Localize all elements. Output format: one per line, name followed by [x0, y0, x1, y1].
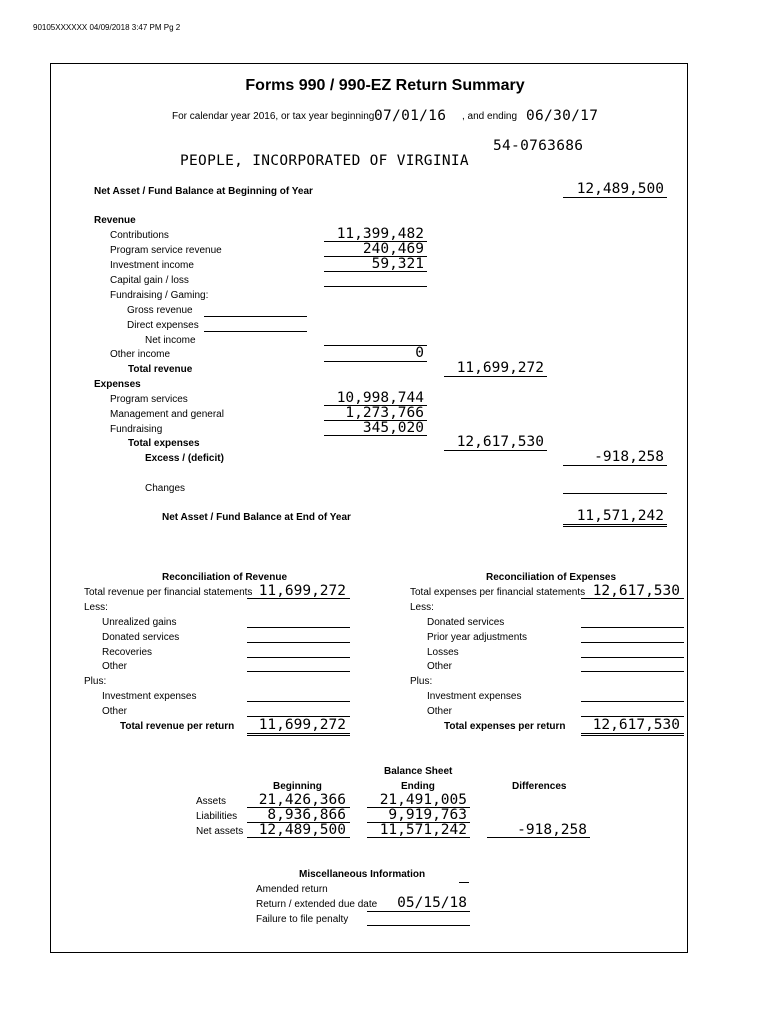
fundraising-gaming-label: Fundraising / Gaming:	[110, 290, 209, 301]
underline	[324, 435, 427, 436]
underline	[204, 316, 307, 317]
fundraising-value: 345,020	[362, 420, 424, 436]
total-expenses-value: 12,617,530	[456, 434, 544, 450]
recon-revenue-less-item: Other	[102, 661, 128, 672]
fundraising-label: Fundraising	[110, 424, 163, 435]
capital-gain-label: Capital gain / loss	[110, 275, 189, 286]
recon-revenue-plus-item: Other	[102, 706, 128, 717]
excess-value: -918,258	[594, 449, 664, 465]
total-expenses-label: Total expenses	[128, 438, 200, 449]
ein: 54-0763686	[493, 138, 584, 154]
revenue-heading: Revenue	[94, 215, 136, 226]
bs-beginning-value: 8,936,866	[267, 807, 346, 823]
underline	[247, 642, 350, 643]
total-revenue-value: 11,699,272	[456, 360, 544, 376]
period-begin: 07/01/16	[374, 108, 447, 124]
other-income-value: 0	[415, 345, 424, 361]
underline	[581, 701, 684, 702]
recon-expenses-plus-item: Investment expenses	[427, 691, 522, 702]
bs-ending-value: 21,491,005	[379, 792, 467, 808]
double-underline	[247, 735, 350, 736]
underline	[444, 376, 547, 377]
recon-expenses-less-item: Other	[427, 661, 453, 672]
management-value: 1,273,766	[345, 405, 424, 421]
recon-revenue-heading: Reconciliation of Revenue	[162, 572, 288, 583]
underline	[581, 598, 684, 599]
due-date-value: 05/15/18	[397, 895, 467, 911]
col-ending: Ending	[401, 781, 435, 792]
beginning-balance-label: Net Asset / Fund Balance at Beginning of Year	[94, 186, 313, 197]
bs-ending-value: 11,571,242	[379, 822, 467, 838]
recon-expenses-less: Less:	[410, 602, 434, 613]
recon-revenue-less-item: Donated services	[102, 632, 180, 643]
print-stamp: 90105XXXXXX 04/09/2018 3:47 PM Pg 2	[33, 23, 181, 32]
management-label: Management and general	[110, 409, 224, 420]
underline	[247, 671, 350, 672]
bs-beginning-value: 12,489,500	[258, 822, 346, 838]
direct-expenses-label: Direct expenses	[127, 320, 199, 331]
recon-expenses-less-item: Losses	[427, 647, 459, 658]
excess-label: Excess / (deficit)	[145, 453, 224, 464]
recon-expenses-less-item: Prior year adjustments	[427, 632, 528, 643]
bs-difference-value: -918,258	[517, 822, 587, 838]
bs-row-label: Assets	[196, 796, 227, 807]
underline	[324, 361, 427, 362]
net-income-label: Net income	[145, 335, 196, 346]
misc-heading: Miscellaneous Information	[299, 869, 426, 880]
other-income-label: Other income	[110, 349, 171, 360]
end-balance-label: Net Asset / Fund Balance at End of Year	[162, 512, 351, 523]
underline	[581, 642, 684, 643]
underline	[563, 493, 667, 494]
bs-beginning-value: 21,426,366	[258, 792, 346, 808]
recon-expenses-fs-label: Total expenses per financial statements	[410, 587, 586, 598]
recon-revenue-less: Less:	[84, 602, 108, 613]
underline	[247, 657, 350, 658]
recon-expenses-less-item: Donated services	[427, 617, 505, 628]
underline	[247, 733, 350, 734]
due-date-label: Return / extended due date	[256, 899, 378, 910]
period-prefix: For calendar year 2016, or tax year beginning	[172, 111, 375, 122]
bs-row-label: Net assets	[196, 826, 244, 837]
contributions-value: 11,399,482	[336, 226, 424, 242]
recon-revenue-plus: Plus:	[84, 676, 107, 687]
underline	[247, 837, 350, 838]
recon-expenses-total-value: 12,617,530	[592, 717, 680, 733]
penalty-label: Failure to file penalty	[256, 914, 349, 925]
program-service-label: Program service revenue	[110, 245, 222, 256]
underline	[324, 286, 427, 287]
recon-expenses-total-label: Total expenses per return	[444, 721, 566, 732]
underline	[459, 882, 469, 883]
underline	[581, 671, 684, 672]
col-differences: Differences	[512, 781, 567, 792]
total-revenue-label: Total revenue	[128, 364, 193, 375]
investment-income-label: Investment income	[110, 260, 194, 271]
recon-revenue-less-item: Recoveries	[102, 647, 153, 658]
underline	[204, 331, 307, 332]
recon-revenue-plus-item: Investment expenses	[102, 691, 197, 702]
gross-revenue-label: Gross revenue	[127, 305, 193, 316]
page-title: Forms 990 / 990-EZ Return Summary	[245, 77, 525, 94]
recon-revenue-fs-label: Total revenue per financial statements	[84, 587, 253, 598]
underline	[444, 450, 547, 451]
underline	[563, 465, 667, 466]
underline	[247, 598, 350, 599]
underline	[367, 911, 470, 912]
period-end: 06/30/17	[526, 108, 599, 124]
underline	[563, 524, 667, 525]
double-underline	[563, 526, 667, 527]
recon-revenue-less-item: Unrealized gains	[102, 617, 177, 628]
underline	[367, 837, 470, 838]
program-services-value: 10,998,744	[336, 390, 424, 406]
beginning-balance-value: 12,489,500	[576, 181, 664, 197]
recon-expenses-plus: Plus:	[410, 676, 433, 687]
investment-income-value: 59,321	[371, 256, 424, 272]
double-underline	[581, 735, 684, 736]
recon-expenses-fs-value: 12,617,530	[592, 583, 680, 599]
underline	[581, 657, 684, 658]
underline	[324, 271, 427, 272]
end-balance-value: 11,571,242	[576, 508, 664, 524]
bs-row-label: Liabilities	[196, 811, 238, 822]
program-service-value: 240,469	[362, 241, 424, 257]
underline	[247, 627, 350, 628]
contributions-label: Contributions	[110, 230, 169, 241]
col-beginning: Beginning	[273, 781, 322, 792]
underline	[487, 837, 590, 838]
expenses-heading: Expenses	[94, 379, 141, 390]
amended-return-label: Amended return	[256, 884, 328, 895]
period-mid: , and ending	[462, 111, 518, 122]
recon-revenue-total-value: 11,699,272	[258, 717, 346, 733]
underline	[581, 627, 684, 628]
org-name: PEOPLE, INCORPORATED OF VIRGINIA	[180, 153, 469, 169]
program-services-label: Program services	[110, 394, 188, 405]
underline	[247, 701, 350, 702]
recon-expenses-heading: Reconciliation of Expenses	[486, 572, 617, 583]
balance-sheet-heading: Balance Sheet	[384, 766, 453, 777]
bs-ending-value: 9,919,763	[388, 807, 467, 823]
underline	[581, 733, 684, 734]
underline	[563, 197, 667, 198]
changes-label: Changes	[145, 483, 186, 494]
recon-revenue-fs-value: 11,699,272	[258, 583, 346, 599]
underline	[367, 925, 470, 926]
recon-revenue-total-label: Total revenue per return	[120, 721, 235, 732]
recon-expenses-plus-item: Other	[427, 706, 453, 717]
